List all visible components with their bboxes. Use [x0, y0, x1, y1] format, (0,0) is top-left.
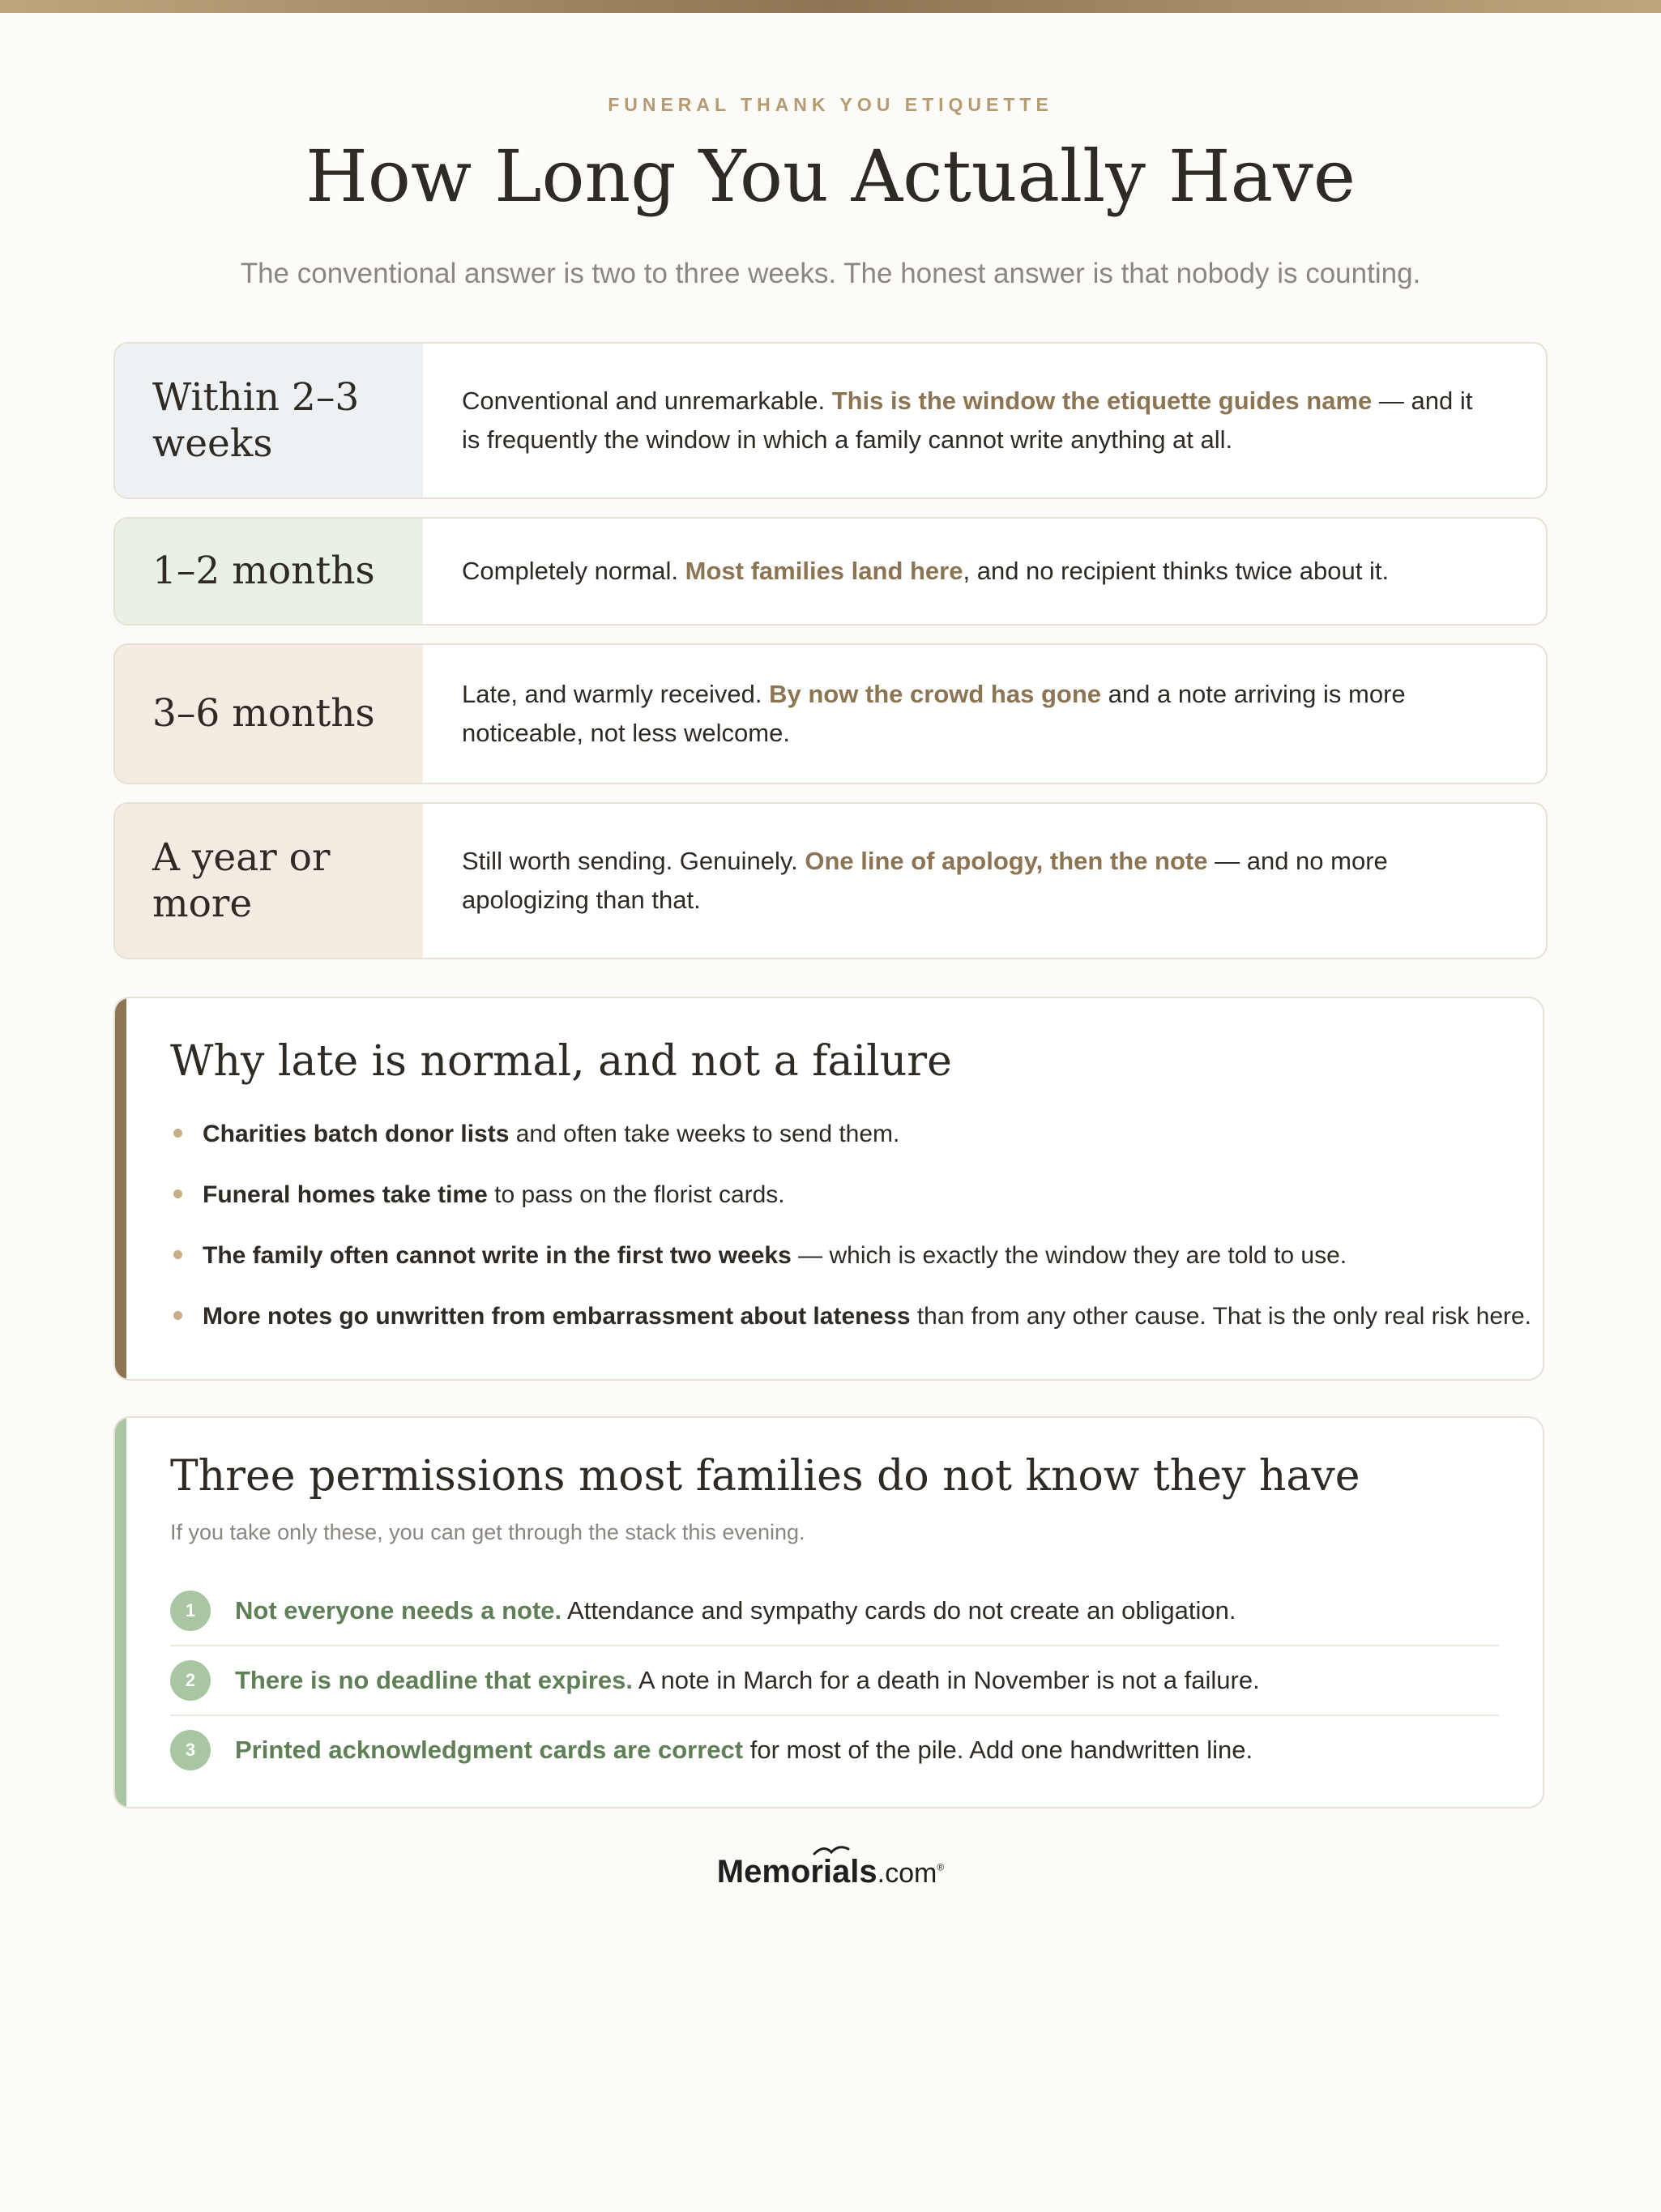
- item-text: and often take weeks to send them.: [509, 1121, 900, 1147]
- permissions-card: [113, 1416, 1544, 1808]
- desc-text: , and no recipient thinks twice about it.: [963, 556, 1390, 585]
- timeline-row-year-or-more: [113, 802, 1548, 959]
- timeline-description: [423, 645, 1546, 783]
- desc-text: Conventional and unremarkable.: [462, 386, 832, 415]
- bullet-dot-icon: [173, 1189, 182, 1198]
- item-bold: Printed acknowledgment cards are correct: [235, 1736, 744, 1764]
- page-subtitle: The conventional answer is two to three weeks. The honest answer is that nobody is counting.: [240, 258, 1421, 289]
- timeline-row-1-2-months: [113, 517, 1548, 626]
- number-badge: 2: [170, 1660, 211, 1701]
- bullet-dot-icon: [173, 1250, 182, 1259]
- bird-logo-icon: [813, 1843, 850, 1859]
- why-late-card: [113, 997, 1544, 1381]
- item-bold: More notes go unwritten from embarrassment about lateness: [203, 1303, 911, 1330]
- item-text: for most of the pile. Add one handwritten line.: [743, 1736, 1253, 1764]
- desc-text: — and no more apologizing than that.: [462, 846, 1388, 914]
- logo-tld: .com: [877, 1858, 937, 1889]
- list-item: [170, 1300, 1531, 1361]
- desc-highlight: This is the window the etiquette guides name: [831, 386, 1373, 415]
- timeline-description: [423, 804, 1546, 958]
- timeline-label: 3–6 months: [115, 645, 423, 783]
- timeline-description: [423, 344, 1546, 497]
- timeline-row-3-6-months: [113, 643, 1548, 784]
- timeline-label: Within 2–3 weeks: [115, 344, 423, 497]
- timeline-description: [423, 519, 1546, 624]
- list-item: [170, 1179, 1531, 1240]
- desc-text: Late, and warmly received.: [462, 679, 770, 708]
- item-bold: Not everyone needs a note.: [235, 1596, 562, 1625]
- item-text: — which is exactly the window they are told to use.: [791, 1242, 1347, 1269]
- desc-text: — and it is frequently the window in which a family cannot write anything at all.: [462, 386, 1473, 454]
- number-badge: 3: [170, 1730, 211, 1770]
- desc-text: and a note arriving is more noticeable, not less welcome.: [462, 679, 1406, 747]
- desc-highlight: By now the crowd has gone: [769, 679, 1102, 708]
- item-bold: Funeral homes take time: [203, 1181, 488, 1208]
- permissions-list: [170, 1577, 1499, 1784]
- list-item: [170, 1646, 1499, 1716]
- card-accent-bar: [115, 998, 126, 1379]
- item-text: to pass on the florist cards.: [487, 1181, 785, 1208]
- desc-highlight: One line of apology, then the note: [805, 846, 1208, 875]
- desc-text: Still worth sending. Genuinely.: [462, 846, 805, 875]
- list-item: [170, 1240, 1531, 1300]
- item-bold: There is no deadline that expires.: [235, 1666, 633, 1694]
- timeline-label: 1–2 months: [115, 519, 423, 624]
- logo-brand: Memorials: [716, 1854, 877, 1890]
- memorials-logo: [0, 1854, 1661, 1890]
- item-bold: The family often cannot write in the first two weeks: [203, 1242, 792, 1269]
- number-badge: 1: [170, 1591, 211, 1631]
- why-late-list: [170, 1118, 1531, 1361]
- list-item: [170, 1716, 1499, 1784]
- eyebrow: FUNERAL THANK YOU ETIQUETTE: [608, 94, 1053, 115]
- bullet-dot-icon: [173, 1129, 182, 1138]
- bullet-dot-icon: [173, 1311, 182, 1320]
- why-late-title: Why late is normal, and not a failure: [170, 1037, 952, 1086]
- list-item: [170, 1118, 1531, 1179]
- timeline-row-2-3-weeks: [113, 342, 1548, 499]
- top-accent-bar: [0, 0, 1661, 13]
- item-text: than from any other cause. That is the only real risk here.: [910, 1303, 1532, 1330]
- list-item: [170, 1577, 1499, 1646]
- desc-highlight: Most families land here: [685, 556, 963, 585]
- item-text: Attendance and sympathy cards do not create an obligation.: [561, 1596, 1236, 1625]
- permissions-title: Three permissions most families do not know they have: [170, 1452, 1360, 1501]
- item-text: A note in March for a death in November is not a failure.: [632, 1666, 1260, 1694]
- desc-text: Completely normal.: [462, 556, 685, 585]
- page-title: How Long You Actually Have: [305, 135, 1356, 218]
- logo-registered: ®: [937, 1861, 945, 1873]
- timeline-label: A year or more: [115, 804, 423, 958]
- item-bold: Charities batch donor lists: [203, 1121, 510, 1147]
- permissions-subtitle: If you take only these, you can get through the stack this evening.: [170, 1520, 805, 1544]
- card-accent-bar: [115, 1418, 126, 1807]
